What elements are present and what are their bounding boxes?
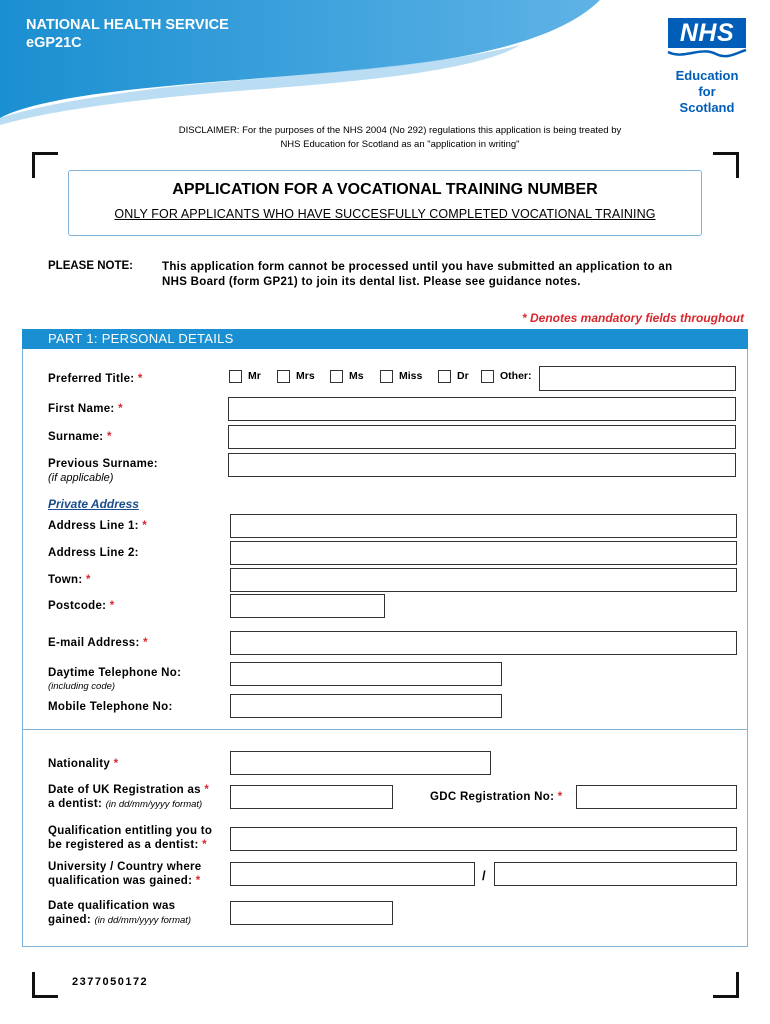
title-option-label: Mrs [296,370,315,382]
uk-registration-date-field[interactable] [230,785,393,809]
qualification-label-2: be registered as a dentist: * [48,839,207,851]
email-field[interactable] [230,631,737,655]
corner-mark-bottom-right [713,972,739,998]
uk-registration-label: Date of UK Registration as * [48,784,210,796]
corner-mark-bottom-left [32,972,58,998]
note-line-2: NHS Board (form GP21) to join its dental list. Please see guidance notes. [162,276,581,288]
disclaimer [120,124,680,152]
qualification-field[interactable] [230,827,737,851]
date-qualification-label: Date qualification was [48,900,176,912]
country-field[interactable] [494,862,737,886]
title-option-label: Miss [399,370,423,382]
title-ms-checkbox[interactable] [330,370,343,383]
mobile-phone-field[interactable] [230,694,502,718]
previous-surname-label: Previous Surname: [48,458,158,470]
form-serial-number: 2377050172 [72,976,149,988]
wave-icon [666,48,748,62]
address-line-1-field[interactable] [230,514,737,538]
title-mr-checkbox[interactable] [229,370,242,383]
note-line-1: This application form cannot be processed until you have submitted an application to an [162,261,673,273]
previous-surname-field[interactable] [228,453,736,477]
slash-separator: / [482,868,486,883]
first-name-field[interactable] [228,397,736,421]
postcode-label: Postcode: * [48,600,115,612]
postcode-field[interactable] [230,594,385,618]
title-option-label: Dr [457,370,469,382]
daytime-phone-label: Daytime Telephone No: [48,667,182,679]
private-address-heading: Private Address [48,497,139,511]
nhs-mark: NHS [668,18,746,48]
town-label: Town: * [48,574,91,586]
nationality-label: Nationality * [48,758,119,770]
title-option-label: Mr [248,370,261,382]
logo-line-3: Scotland [679,100,735,115]
disclaimer-line-1: DISCLAIMER: For the purposes of the NHS 2004 (No 292) regulations this application is being treated by [178,125,622,136]
gdc-registration-label: GDC Registration No: * [430,791,563,803]
form-title: APPLICATION FOR A VOCATIONAL TRAINING NUMBER [172,181,598,198]
please-note-label: PLEASE NOTE: [48,260,133,272]
daytime-phone-field[interactable] [230,662,502,686]
title-dr-checkbox[interactable] [438,370,451,383]
first-name-label: First Name: * [48,403,123,415]
nhs-education-scotland-logo [666,18,748,115]
title-miss-checkbox[interactable] [380,370,393,383]
surname-label: Surname: * [48,431,112,443]
title-other-field[interactable] [539,366,736,391]
corner-mark-top-left [32,152,58,178]
university-country-label: University / Country where [48,861,202,873]
title-box [68,170,702,236]
university-country-label-2: qualification was gained: * [48,875,201,887]
previous-surname-hint: (if applicable) [48,472,114,484]
preferred-title-label: Preferred Title: * [48,373,143,385]
surname-field[interactable] [228,425,736,449]
gdc-registration-field[interactable] [576,785,737,809]
title-other-checkbox[interactable] [481,370,494,383]
address-line-2-field[interactable] [230,541,737,565]
logo-line-2: for [698,84,716,99]
form-subtitle: ONLY FOR APPLICANTS WHO HAVE SUCCESFULLY COMPLETED VOCATIONAL TRAINING [114,207,656,221]
title-option-label: Ms [349,370,364,382]
address-line-2-label: Address Line 2: [48,547,139,559]
date-qualification-field[interactable] [230,901,393,925]
qualification-label: Qualification entitling you to [48,825,213,837]
header-form-code: eGP21C [26,35,82,51]
town-field[interactable] [230,568,737,592]
address-line-1-label: Address Line 1: * [48,520,148,532]
logo-line-1: Education [675,68,739,83]
header-org: NATIONAL HEALTH SERVICE [26,17,229,33]
corner-mark-top-right [713,152,739,178]
email-label: E-mail Address: * [48,637,148,649]
mobile-phone-label: Mobile Telephone No: [48,701,173,713]
disclaimer-line-2: NHS Education for Scotland as an "application in writing" [280,139,520,150]
please-note-text [162,260,732,290]
nationality-field[interactable] [230,751,491,775]
uk-registration-label-2: a dentist: (in dd/mm/yyyy format) [48,798,203,810]
title-mrs-checkbox[interactable] [277,370,290,383]
university-field[interactable] [230,862,475,886]
date-qualification-label-2: gained: (in dd/mm/yyyy format) [48,914,192,926]
daytime-phone-hint: (including code) [48,681,116,692]
mandatory-fields-note: * Denotes mandatory fields throughout [521,311,744,325]
title-option-label: Other: [500,370,532,382]
section-header-part1: PART 1: PERSONAL DETAILS [22,329,748,349]
